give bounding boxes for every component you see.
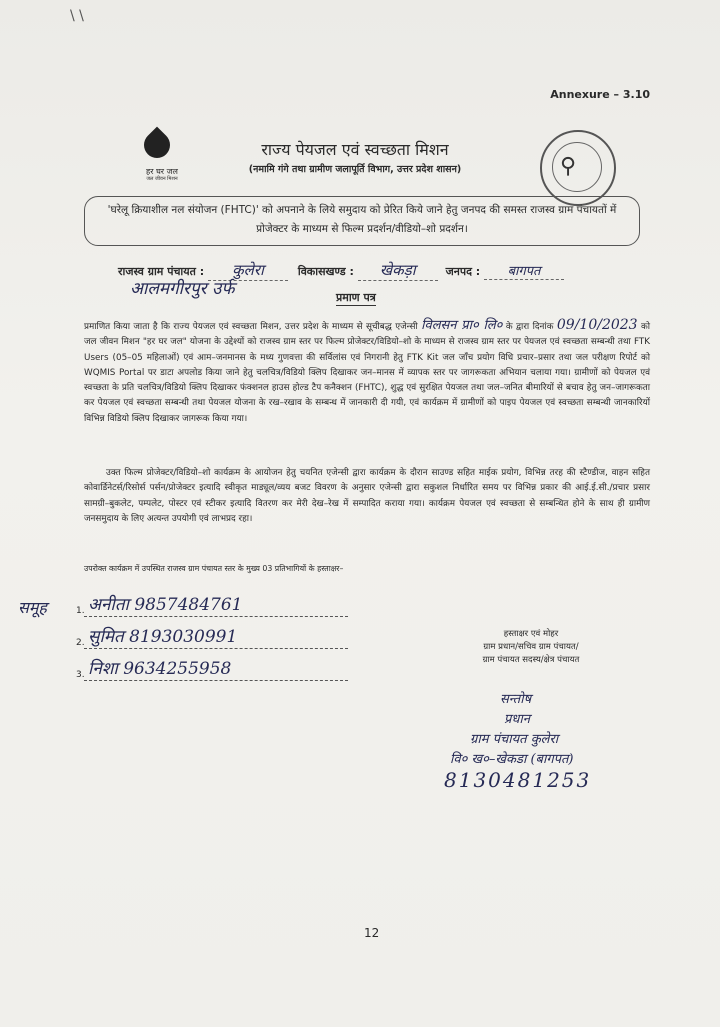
participant-entry: अनीता 9857484761 xyxy=(88,595,243,615)
participant-entry: निशा 9634255958 xyxy=(88,659,232,679)
participant-signatures xyxy=(18,590,358,686)
participant-row xyxy=(18,622,358,654)
annexure-label: Annexure – 3.10 xyxy=(550,88,650,101)
page-title: राज्य पेयजल एवं स्वच्छता मिशन xyxy=(261,140,449,159)
signature-line xyxy=(84,616,348,617)
water-drop-icon xyxy=(139,127,176,164)
signature-authority-block xyxy=(446,628,616,667)
district-label: जनपद : xyxy=(445,265,481,278)
sign-block-line-1: हस्ताक्षर एवं मोहर xyxy=(503,629,559,639)
gram-panchayat-label: राजस्व ग्राम पंचायत : xyxy=(118,265,205,278)
block-label: विकासखण्ड : xyxy=(297,265,354,278)
emblem-icon: ⚲ xyxy=(560,154,577,179)
group-prefix-handwritten: समूह xyxy=(18,598,47,617)
pradhan-signature: सन्तोष xyxy=(500,692,532,707)
sign-block-line-3: ग्राम पंचायत सदस्य/क्षेत्र पंचायत xyxy=(482,655,580,665)
certificate-paragraph-2: उक्त फिल्म प्रोजेक्टर/विडियो–शो कार्यक्रम के आयोजन हेतु चयनित एजेन्सी द्वारा कार्यक्रम के दौरान साउण्ड सहित माईक प्रयोग, विभिन्न तरह की स्टैण्डीज, वाहन सहित कोवार्डिनेटर्स/रिसोर्स पर्सन/प्रोजेक्टर इत्यादि स्वीकृत माड्यूल/व्यय बजट विवरण के अनुसार एजेन्सी द्वारा सकुशल निर्धारित समय पर विभिन्न प्रकार की आई.ई.सी./प्रचार प्रसार सामग्री–बुकलेट, पम्पलेट, पोस्टर एवं स्टीकर इत्यादि वितरण कर मेरी देख–रेख में सम्पादित कराया गया। कार्यक्रम पेयजल एवं स्वच्छता से सम्बन्धित होने के साथ ही ग्रामीण जनसमुदाय के लिए अत्यन्त उपयोगी एवं लाभप्रद रहा। xyxy=(84,468,650,524)
para1-intro: प्रमाणित किया जाता है कि राज्य पेयजल एवं स्वच्छता मिशन, उत्तर प्रदेश के माध्यम से सूचीबद्ध एजेन्सी xyxy=(84,322,418,332)
state-emblem-seal xyxy=(540,130,616,206)
block-district-line: वि० ख०–खेकडा (बागपत) xyxy=(450,752,574,767)
gram-panchayat-value: कुलेरा xyxy=(208,260,288,281)
village-name-handwritten: आलमगीरपुर उर्फ xyxy=(130,279,235,299)
signature-line xyxy=(84,680,348,681)
sign-block-line-2: ग्राम प्रधान/सचिव ग्राम पंचायत/ xyxy=(483,642,579,652)
pen-tick-mark: \ \ xyxy=(70,8,84,24)
logo-caption-1: हर घर जल xyxy=(146,167,178,176)
certificate-title: प्रमाण पत्र xyxy=(336,291,376,304)
subject-banner: 'घरेलू क्रियाशील नल संयोजन (FHTC)' को अपनाने के लिये समुदाय को प्रेरित किये जाने हेतु जनपद की समस्त राजस्व ग्राम पंचायतों में प्रोजेक्टर के माध्यम से फिल्म प्रदर्शन/वीडियो–शो प्रदर्शन। xyxy=(84,196,640,246)
page-number: 12 xyxy=(364,926,380,940)
block-value: खेकड़ा xyxy=(358,260,438,281)
agency-name-handwritten: विलसन प्रा० लि० xyxy=(421,318,503,333)
district-value: बागपत xyxy=(484,261,564,280)
logo-caption-2: जल जीवन मिशन xyxy=(146,176,178,182)
program-date-handwritten: 09/10/2023 xyxy=(556,317,638,333)
para1-body: को जल जीवन मिशन "हर घर जल" योजना के उद्देश्यों को राजस्व ग्राम स्तर पर फिल्म प्रोजेक्टर/विडियो–शो के माध्यम से राजस्व ग्राम स्तर पर पेयजल एवं स्वच्छता सम्बन्धी तथा FTK Users (05–05 महिलाओं) एवं आम–जनमानस के मध्य गुणवत्ता की सर्विलांस एवं निगरानी हेतु FTK Kit जल जाँच प्रयोग विधि प्रचार–प्रसार तथा जल परीक्षण रिपोर्ट को WQMIS Portal पर डाटा अपलोड किया जाने हेतु चलचित्र/विडियो क्लिप दिखाकर जन–मानस में व्यापक स्तर पर जागरूकता अभियान चलाया गया। ग्रामीणों को पेयजल एवं स्वच्छता के प्रति चलचित्र/विडियो क्लिप दिखाकर फंक्शनल हाउस होल्ड टैप कनैक्शन (FHTC), शुद्ध एवं सुरक्षित पेयजल तथा जल–जनित बीमारियों से बचाव हेतु जन–जागरूकता कर पेयजल एवं स्वच्छता सम्बन्धी तथा पेयजल योजना के रख–रखाव के सम्बन्ध में जानकारी दी गयी, एवं कार्यक्रम में ग्रामीणों को पाइप पेयजल एवं स्वच्छता सम्बन्धी जानकारियों विभिन्न विडियो क्लिप दिखाकर जागरूक किया गया। xyxy=(84,322,651,424)
participant-number: 1. xyxy=(76,606,85,616)
pradhan-designation: प्रधान xyxy=(504,712,530,727)
pradhan-stamp-signature xyxy=(440,690,660,790)
participant-row xyxy=(18,654,358,686)
participant-entry: सुमित 8193030991 xyxy=(88,627,238,647)
participants-heading: उपरोक्त कार्यक्रम में उपस्थित राजस्व ग्राम पंचायत स्तर के मुख्य 03 प्रतिभागियों के हस्ताक्षर– xyxy=(84,564,344,573)
signature-line xyxy=(84,648,348,649)
certificate-paragraph-1 xyxy=(84,318,650,427)
page-subtitle: (नमामि गंगे तथा ग्रामीण जलापूर्ति विभाग, उत्तर प्रदेश शासन) xyxy=(248,164,462,175)
para1-date-label: के द्वारा दिनांक xyxy=(505,322,554,332)
har-ghar-jal-logo xyxy=(128,132,188,192)
panchayat-name: ग्राम पंचायत कुलेरा xyxy=(470,732,559,747)
participant-row xyxy=(18,590,358,622)
participant-number: 3. xyxy=(76,670,85,680)
pradhan-phone: 8130481253 xyxy=(444,768,592,792)
participant-number: 2. xyxy=(76,638,85,648)
